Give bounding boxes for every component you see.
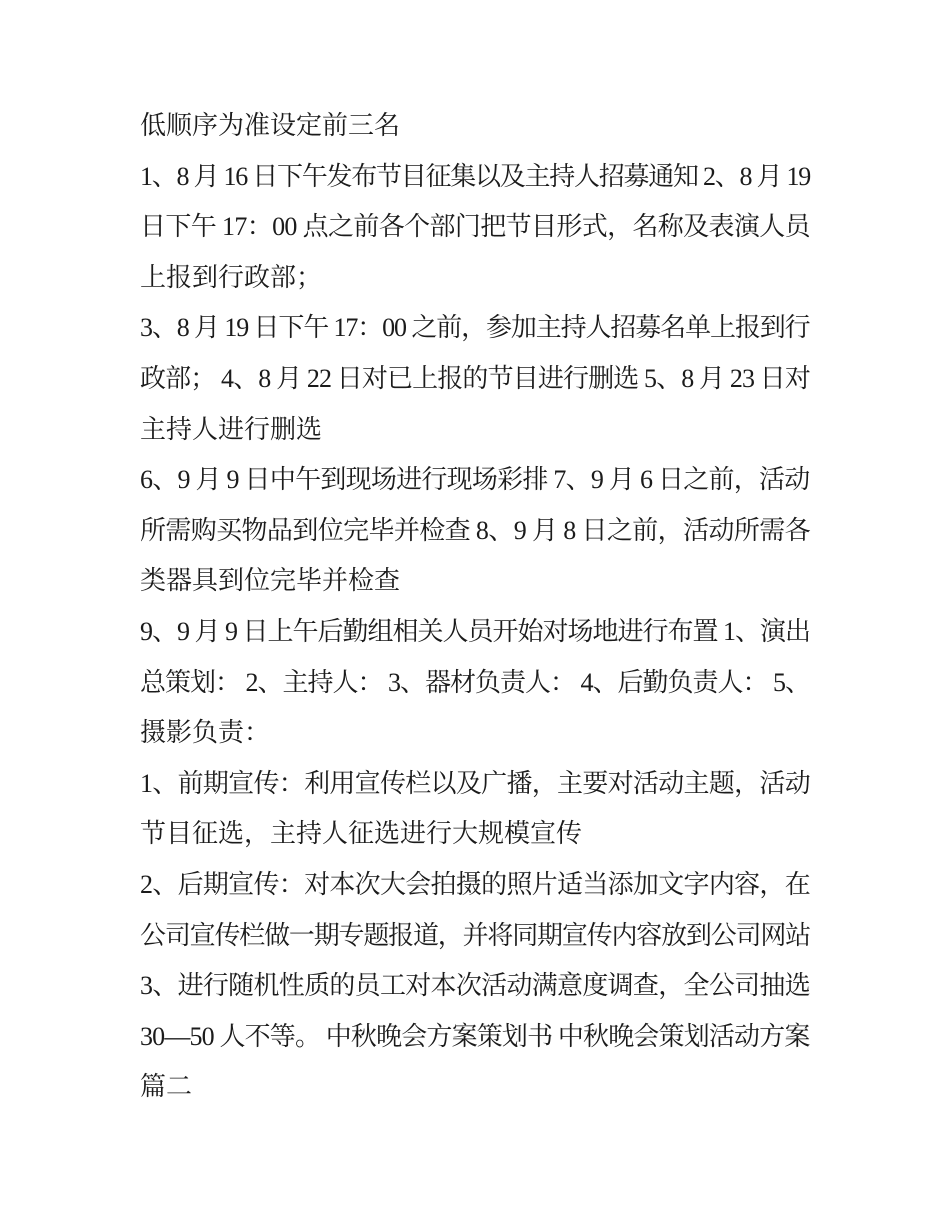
text-line: 1、8 月 16 日下午发布节目征集以及主持人招募通知 2、8 月 19 — [140, 161, 811, 191]
text-line: 篇二 — [140, 1072, 193, 1102]
text-line: 政部； 4、8 月 22 日对已上报的节目进行删选 5、8 月 23 日对 — [140, 363, 811, 393]
text-line: 总策划： 2、主持人： 3、器材负责人： 4、后勤负责人： 5、 — [140, 667, 811, 697]
text-line: 上报到行政部； — [140, 262, 323, 292]
text-line: 所需购买物品到位完毕并检查 8、9 月 8 日之前，活动所需各 — [140, 515, 811, 545]
text-line: 节目征选，主持人征选进行大规模宣传 — [140, 819, 583, 849]
text-line: 低顺序为准设定前三名 — [140, 111, 401, 140]
text-line: 主持人进行删选 — [140, 414, 323, 444]
text-line: 日下午 17：00 点之前各个部门把节目形式，名称及表演人员 — [140, 212, 811, 242]
text-line: 2、后期宣传：对本次大会拍摄的照片适当添加文字内容，在 — [140, 869, 811, 899]
text-line: 30—50 人不等。 中秋晚会方案策划书 中秋晚会策划活动方案 — [140, 1021, 810, 1051]
document-body — [140, 101, 810, 1113]
text-line: 6、9 月 9 日中午到现场进行现场彩排 7、9 月 6 日之前，活动 — [140, 465, 810, 495]
text-line: 摄影负责： — [140, 718, 271, 748]
text-line: 3、8 月 19 日下午 17：00 之前，参加主持人招募名单上报到行 — [140, 313, 810, 343]
text-line: 3、进行随机性质的员工对本次活动满意度调查，全公司抽选 — [140, 971, 811, 1001]
text-line: 类器具到位完毕并检查 — [140, 566, 401, 596]
text-line: 公司宣传栏做一期专题报道，并将同期宣传内容放到公司网站 — [140, 920, 811, 950]
text-line: 1、前期宣传：利用宣传栏以及广播，主要对活动主题，活动 — [140, 768, 811, 798]
text-line: 9、9 月 9 日上午后勤组相关人员开始对场地进行布置 1、演出 — [140, 616, 811, 646]
